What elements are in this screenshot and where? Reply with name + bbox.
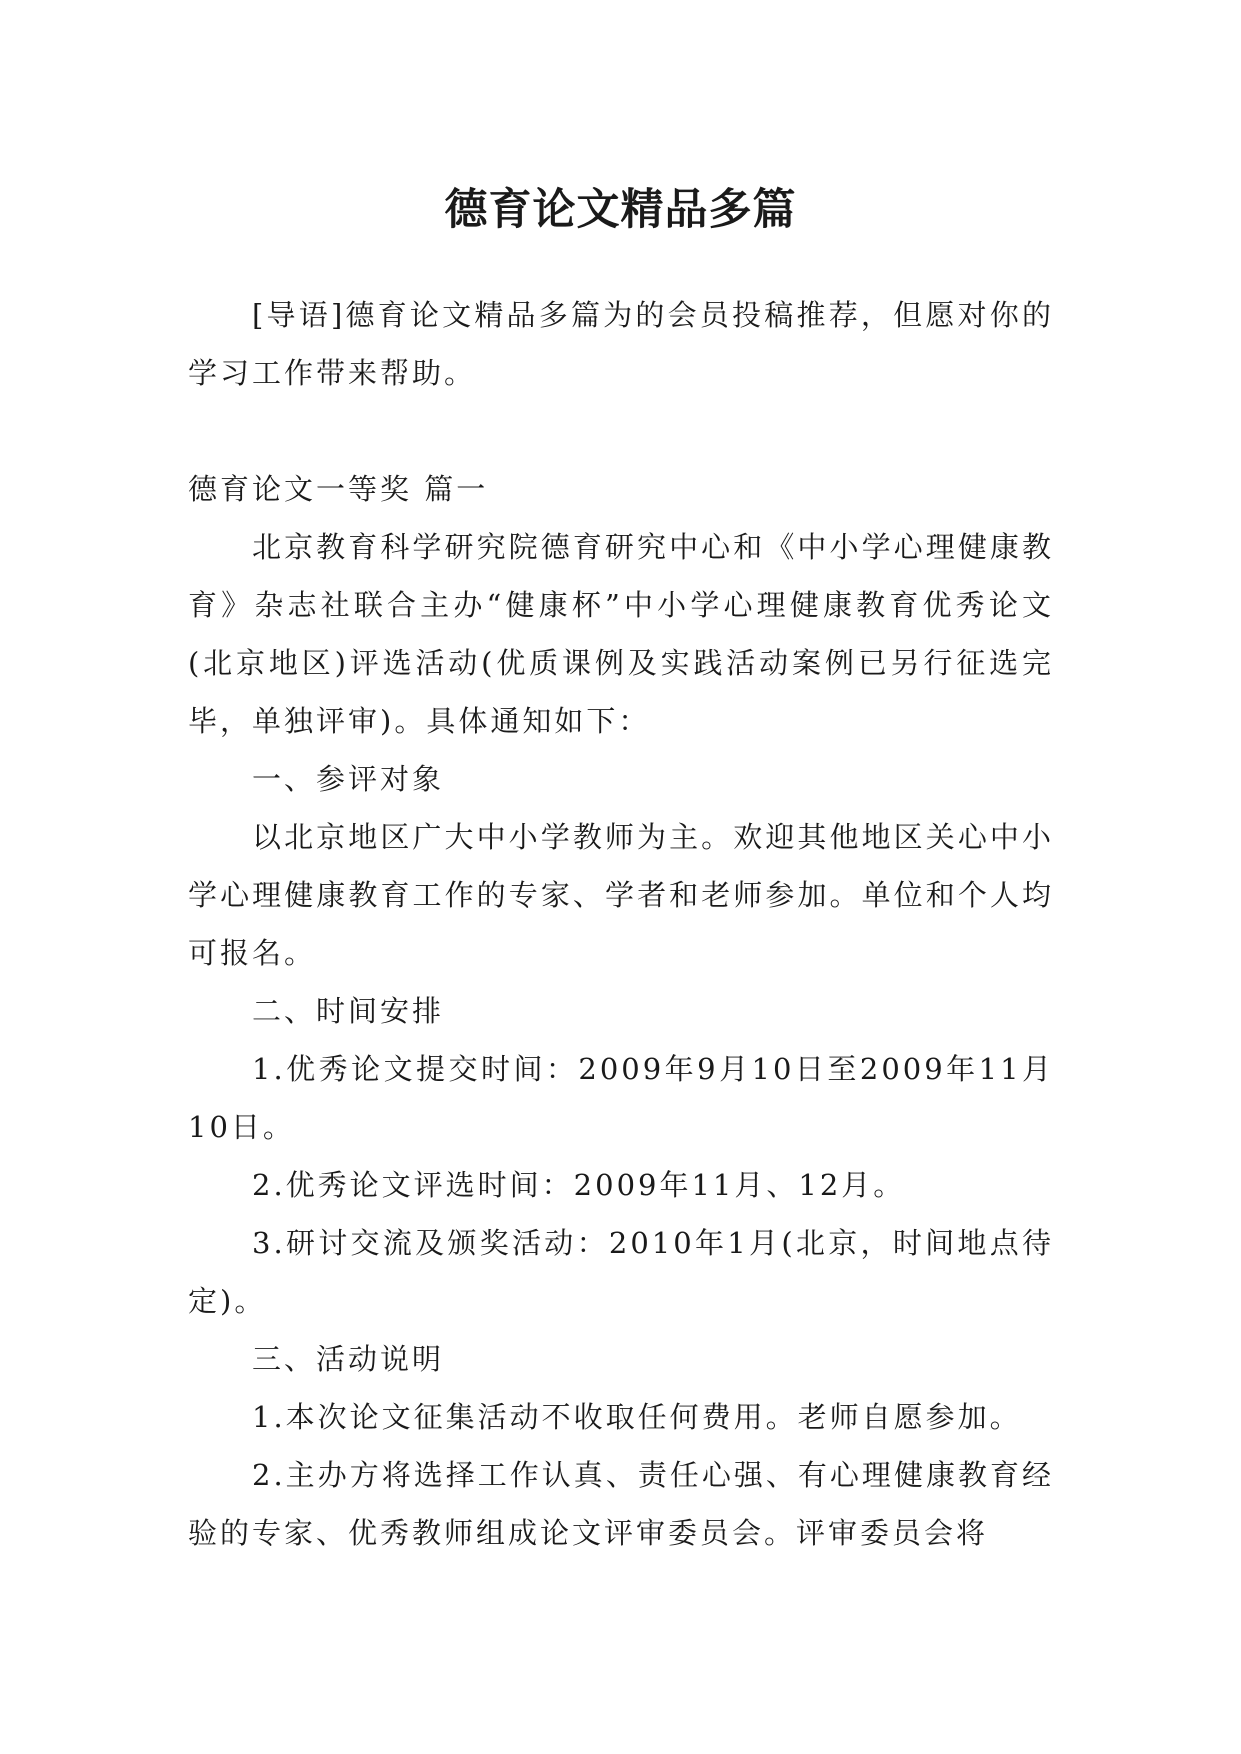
intro-paragraph: [导语]德育论文精品多篇为的会员投稿推荐，但愿对你的学习工作带来帮助。 xyxy=(188,298,1054,390)
heading-schedule: 二、时间安排 xyxy=(252,994,445,1028)
paragraph-participants: 以北京地区广大中小学教师为主。欢迎其他地区关心中小学心理健康教育工作的专家、学者和老师参加。单位和个人均可报名。 xyxy=(188,820,1054,970)
paragraph-schedule-2: 2.优秀论文评选时间：2009年11月、12月。 xyxy=(252,1168,906,1202)
heading-instructions: 三、活动说明 xyxy=(252,1342,445,1376)
paragraph-schedule-1: 1.优秀论文提交时间：2009年9月10日至2009年11月10日。 xyxy=(188,1052,1054,1144)
document-title: 德育论文精品多篇 xyxy=(444,184,797,235)
document-body xyxy=(188,286,1054,1562)
paragraph-instructions-1: 1.本次论文征集活动不收取任何费用。老师自愿参加。 xyxy=(252,1400,1022,1434)
heading-participants: 一、参评对象 xyxy=(252,762,445,796)
paragraph-schedule-3: 3.研讨交流及颁奖活动：2010年1月(北京，时间地点待定)。 xyxy=(188,1226,1054,1318)
section-heading: 德育论文一等奖 篇一 xyxy=(188,472,489,506)
paragraph-notice: 北京教育科学研究院德育研究中心和《中小学心理健康教育》杂志社联合主办“健康杯”中小学心理健康教育优秀论文(北京地区)评选活动(优质课例及实践活动案例已另行征选完毕，单独评审)。具体通知如下： xyxy=(188,530,1054,738)
paragraph-instructions-2: 2.主办方将选择工作认真、责任心强、有心理健康教育经验的专家、优秀教师组成论文评审委员会。评审委员会将 xyxy=(188,1458,1054,1550)
